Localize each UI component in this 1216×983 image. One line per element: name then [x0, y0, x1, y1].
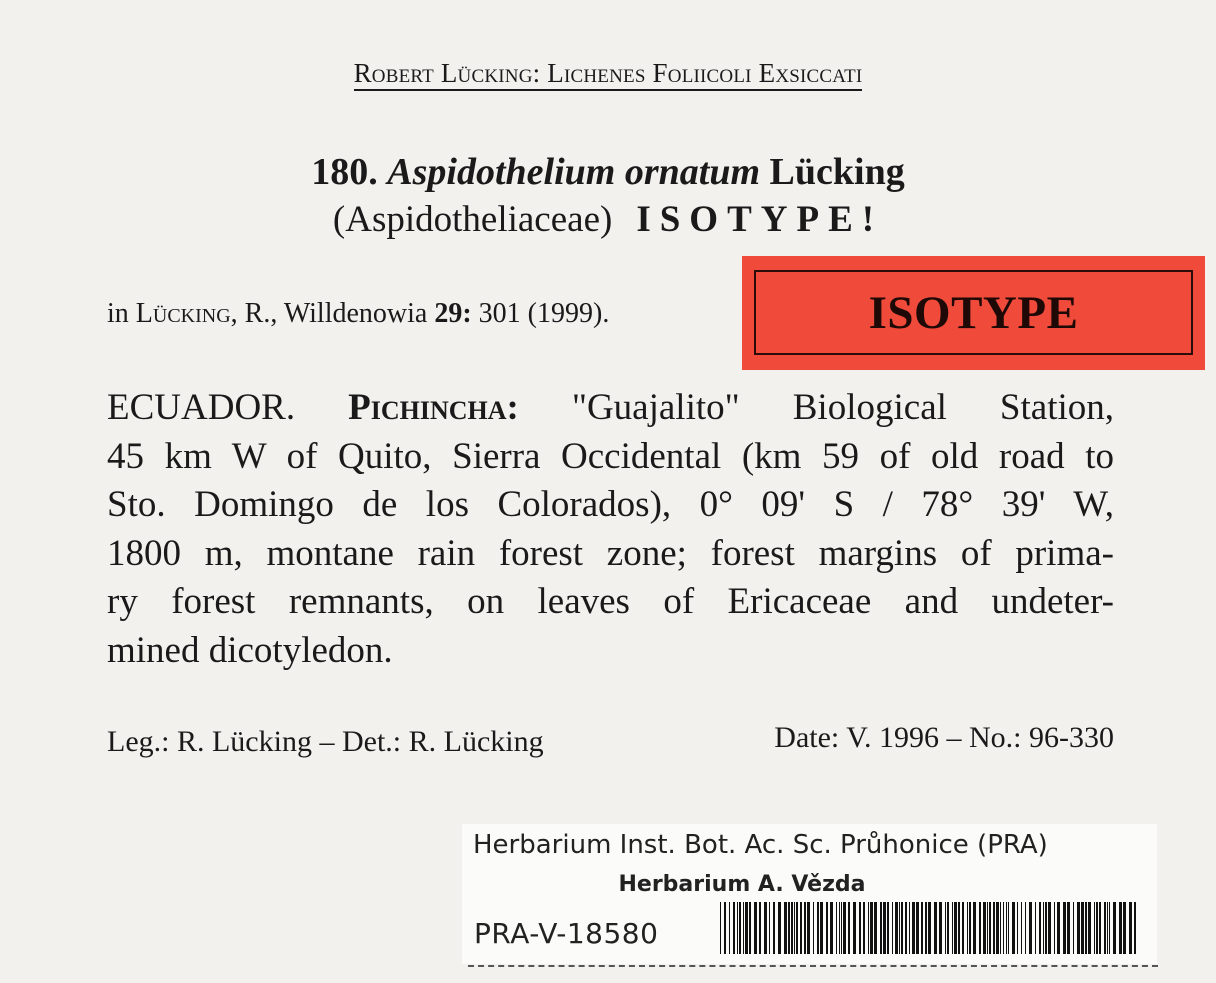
barcode-bar [916, 902, 919, 954]
barcode-bar [870, 902, 873, 954]
barcode-bar [1067, 902, 1070, 954]
barcode-bar [1085, 902, 1087, 954]
barcode-bar [754, 902, 757, 954]
barcode-bar [962, 902, 964, 954]
series-title: Robert Lücking: Lichenes Foliicoli Exsiccati [354, 58, 863, 91]
barcode-bar [848, 902, 850, 954]
isotype-stamp-frame [754, 270, 1193, 355]
barcode-bar [1077, 902, 1080, 954]
locality-line: Sto. Domingo de los Colorados), 0° 09' S / 78° 39' W, [107, 484, 1114, 526]
collector-line: Leg.: R. Lücking – Det.: R. Lücking [107, 725, 544, 758]
barcode-bar [892, 902, 893, 954]
locality-line-text: "Guajalito" Biological Station, [518, 387, 1114, 428]
exsiccata-number: 180. [311, 151, 378, 193]
barcode-bar [863, 902, 865, 954]
barcode-bar [830, 902, 833, 954]
barcode-bar [912, 902, 915, 954]
barcode-bar [895, 902, 898, 954]
barcode [720, 902, 1136, 954]
barcode-bar [1045, 902, 1047, 954]
barcode-bar [880, 902, 882, 954]
barcode-bar [788, 902, 790, 954]
locality-line [107, 384, 1114, 433]
barcode-bar [1035, 902, 1036, 954]
barcode-bar [1129, 902, 1132, 954]
barcode-bar [853, 902, 856, 954]
barcode-bar [993, 902, 995, 954]
citation-author: Lücking [135, 298, 231, 329]
barcode-bar [1123, 902, 1126, 954]
barcode-bar [1109, 902, 1110, 954]
barcode-bar [1017, 902, 1018, 954]
locality-country: ECUADOR. [107, 387, 349, 428]
barcode-bar [1054, 902, 1055, 954]
species-title [0, 150, 1216, 194]
herbarium-label [462, 824, 1157, 964]
barcode-bar [1107, 902, 1108, 954]
barcode-bar [934, 902, 937, 954]
barcode-bar [843, 902, 846, 954]
barcode-bar [764, 902, 767, 954]
barcode-bar [820, 902, 823, 954]
date-line: Date: V. 1996 – No.: 96-330 [774, 721, 1114, 754]
locality-line: 1800 m, montane rain forest zone; forest margins of prima- [107, 532, 1114, 574]
barcode-bar [1025, 902, 1026, 954]
herbarium-institution: Herbarium Inst. Bot. Ac. Sc. Průhonice (PRA) [473, 830, 1048, 860]
barcode-bar [720, 902, 721, 954]
locality-province: Pichincha: [348, 387, 519, 428]
barcode-bar [841, 902, 842, 954]
barcode-bar [909, 902, 910, 954]
barcode-bar [796, 902, 798, 954]
barcode-bar [883, 902, 886, 954]
barcode-bar [1003, 902, 1004, 954]
barcode-bar [996, 902, 999, 954]
barcode-bar [1043, 902, 1044, 954]
barcode-bar [743, 902, 744, 954]
barcode-bar [925, 902, 927, 954]
barcode-bar [887, 902, 889, 954]
locality-line: ry forest remnants, on leaves of Ericaceae and undeter- [107, 581, 1114, 623]
family-name: (Aspidotheliaceae) [332, 199, 613, 240]
herbarium-collection: Herbarium A. Vězda [618, 872, 866, 897]
barcode-bar [1088, 902, 1091, 954]
barcode-bar [839, 902, 840, 954]
barcode-bar [874, 902, 877, 954]
barcode-bar [817, 902, 819, 954]
barcode-bar [1113, 902, 1116, 954]
barcode-bar [1000, 902, 1001, 954]
barcode-bar [791, 902, 793, 954]
barcode-bar [1008, 902, 1009, 954]
type-status: ISOTYPE! [636, 199, 884, 240]
barcode-bar [899, 902, 900, 954]
barcode-bar [769, 902, 770, 954]
barcode-bar [1029, 902, 1032, 954]
family-line [0, 198, 1216, 241]
barcode-bar [901, 902, 903, 954]
locality-line: 45 km W of Quito, Sierra Occidental (km 59 of old road to [107, 435, 1114, 477]
barcode-bar [969, 902, 971, 954]
barcode-bar [945, 902, 946, 954]
citation-pages: 301 (1999). [471, 298, 610, 329]
barcode-bar [1119, 902, 1122, 954]
barcode-bar [794, 902, 795, 954]
barcode-bar [1134, 902, 1136, 954]
barcode-bar [745, 902, 748, 954]
cut-line [468, 965, 1158, 967]
barcode-bar [1057, 902, 1060, 954]
barcode-bar [868, 902, 869, 954]
barcode-bar [921, 902, 923, 954]
barcode-bar [979, 902, 981, 954]
barcode-bar [804, 902, 806, 954]
barcode-bar [733, 902, 735, 954]
barcode-bar [1081, 902, 1084, 954]
barcode-bar [1039, 902, 1041, 954]
barcode-bar [800, 902, 802, 954]
locality-description [107, 384, 1114, 676]
citation-prefix: in [107, 298, 136, 329]
barcode-bar [1021, 902, 1022, 954]
barcode-bar [1048, 902, 1051, 954]
barcode-bar [1006, 902, 1007, 954]
barcode-bar [1073, 902, 1074, 954]
series-heading [0, 58, 1216, 89]
barcode-bar [826, 902, 828, 954]
barcode-bar [859, 902, 861, 954]
barcode-bar [759, 902, 761, 954]
barcode-bar [1063, 902, 1066, 954]
barcode-bar [836, 902, 837, 954]
barcode-bar [905, 902, 907, 954]
barcode-bar [784, 902, 787, 954]
barcode-bar [939, 902, 942, 954]
barcode-bar [973, 902, 976, 954]
barcode-bar [1012, 902, 1015, 954]
citation-initial: , R., Willdenowia [230, 298, 435, 329]
barcode-bar [967, 902, 968, 954]
barcode-bar [928, 902, 931, 954]
citation-volume: 29: [434, 298, 472, 329]
barcode-bar [1094, 902, 1095, 954]
locality-line: mined dicotyledon. [107, 629, 393, 671]
barcode-bar [778, 902, 781, 954]
species-name: Aspidothelium ornatum [387, 151, 761, 193]
barcode-bar [989, 902, 991, 954]
barcode-bar [813, 902, 814, 954]
isotype-stamp-text: ISOTYPE [868, 286, 1079, 339]
barcode-bar [724, 902, 726, 954]
barcode-bar [773, 902, 775, 954]
barcode-bar [739, 902, 741, 954]
barcode-bar [983, 902, 986, 954]
barcode-bar [947, 902, 949, 954]
barcode-bar [737, 902, 738, 954]
barcode-bar [1099, 902, 1101, 954]
barcode-bar [952, 902, 953, 954]
barcode-bar [807, 902, 810, 954]
barcode-bar [749, 902, 751, 954]
isotype-stamp [742, 256, 1205, 370]
barcode-bar [954, 902, 957, 954]
specimen-id: PRA-V-18580 [474, 917, 659, 950]
barcode-bar [1104, 902, 1106, 954]
barcode-bar [729, 902, 730, 954]
barcode-bar [987, 902, 988, 954]
species-author: Lücking [769, 151, 905, 193]
barcode-bar [958, 902, 960, 954]
literature-citation [107, 298, 609, 330]
barcode-bar [1096, 902, 1098, 954]
